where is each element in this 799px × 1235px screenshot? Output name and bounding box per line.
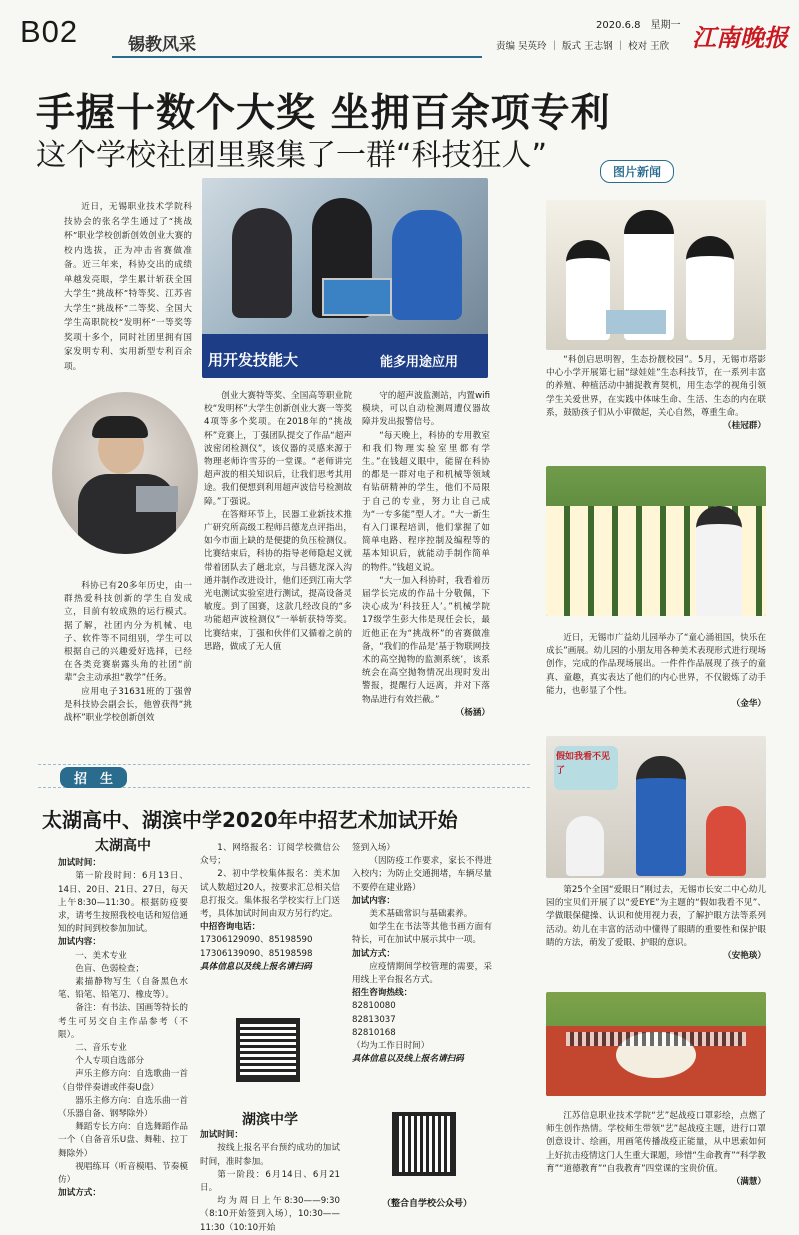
page-number: B02 <box>20 14 79 49</box>
taihu-qr-code[interactable] <box>236 1018 300 1082</box>
zhaosheng-credit: （整合自学校公众号） <box>382 1199 473 1209</box>
banner-text-right: 能多用途应用 <box>380 355 459 370</box>
article-col-3: 守的超声波监测站，内置wifi模块，可以自动检测周遭仪器故障并发出报警信号。 “每天晚上，科协的专用教室和我们物理实验室里都有学生。”在钱超义眼中，能留在科协的都是一群对电子和机械等领域有钻研精神的学生，他们不局限于自己的专业，努力让自己成为“一专多能”型人才。“大一新生有入门课程培训，他们掌握了如简单电路、程序控制及编程等的基本知识后，就能动手制作简单的物件。”钱超义说。 “大一加入科协时，我看着历届学长完成的作品十分敬佩，下决心成为‘科技狂人’。”机械学院17级学生彭大伟是现任会长，最近他正在为“挑战杯”的省赛做准备，“我们的作品是‘基于物联网技术的高空抛物的监测系统’，该系统会在高空抛物情况出现时发出警报，提醒行人远离，并对下落物品进行有效拦截。” （杨涵） <box>362 390 490 720</box>
news-1-text: “科创启思明智，生态扮靓校园”。5月，无锡市塔影中心小学开展第七届“绿娃娃”生态科技节，在一系列丰富的养殖、种植活动中捕捉教育契机，用生态学的视角引领学生关爱世界，在实践中体味生命、生活、生态的内在联系，鼓励孩子们从小审微起，关心自然，尊重生命。 （桂冠群） <box>546 355 766 432</box>
hubin-qr-code[interactable] <box>392 1112 456 1176</box>
zhaosheng-title: 太湖高中、湖滨中学2020年中招艺术加试开始 <box>42 808 458 832</box>
taihu-title: 太湖高中 <box>95 838 151 854</box>
news-photo-3 <box>546 736 766 878</box>
intro-text: 近日，无锡职业技术学院科技协会的张名学生通过了“挑战杯”职业学校创新创效创业大赛的校内选拔，正为冲击省赛做准备。近三年来，科协交出的成绩单越发亮眼，学生累计斩获全国大学生“挑战杯”特等奖、江苏省大学生“挑战杯”二等奖、全国大学生高职院校“发明杯”一等奖等奖项十多个，同时社团里拥有国家发明专利、实用新型专利百余项。 <box>64 202 192 372</box>
eye-day-sign: 假如我看不见了 <box>556 752 611 776</box>
news-photo-4 <box>546 992 766 1096</box>
hubin-col: 湖滨中学 加试时间： 按线上报名平台预约成功的加试时间，准时参加。 第一阶段：6月14日、6月21日。 均为周日上午8:30——9:30（8:10开始签到入场），10:30——11:30（10:10开始 <box>200 1112 340 1233</box>
header-rule <box>112 56 482 58</box>
article-col-1: 科协已有20多年历史，由一群热爱科技创新的学生自发成立，目前有较成熟的运行模式。据了解，社团内分为机械、电子、软件等不同组别，学生可以根据自己的兴趣爱好选择，已经在各类竞赛崭露头角的社团“前辈”会主动承担“教学”任务。 应用电子31631班的丁强曾是科技协会副会长，他曾获得“挑战杯”职业学校创新创效 <box>64 581 192 724</box>
ding-qiang-photo <box>52 392 198 554</box>
article-byline: （杨涵） <box>455 707 490 718</box>
taihu-col-2: 1、网络报名：订阅学校微信公众号； 2、初中学校集体报名：美术加试人数超过20人，按要求汇总相关信息打报交。集体报名学校实行上门送考，具体加试时间由双方另行约定。 中招咨询电话： 17306129090、85198590 17306139090、85198598 具体信息以及线上报名请扫码 <box>200 843 340 972</box>
newspaper-logo: 江南晚报 <box>692 23 788 52</box>
subheadline: 这个学校社团里聚集了一群“科技狂人” <box>36 138 548 173</box>
banner-text-left: 用开发技能大 <box>208 351 299 369</box>
news-photo-1 <box>546 200 766 350</box>
taihu-col: 太湖高中 加试时间： 第一阶段时间：6月13日、14日、20日、21日、27日，每天上午8:30—11:30。根据防疫要求，请考生按照我校电话和短信通知的时间到校参加加试。 加试内容： 一、美术专业 色盲、色弱检查； 素描静物写生（自备黑色水笔、铅笔、铅笔刀、橡皮等）。 备注：有书法、国画等特长的考生可另交自主作品参考（不限）。 二、音乐专业 个人专项自选部分 声乐主修方向：自选歌曲一首（自带伴奏谱或伴奏U盘） 器乐主修方向：自选乐曲一首（乐器自备、钢琴除外） 舞蹈专长方向：自选舞蹈作品一个（自备音乐U盘、舞鞋、拉丁舞除外） 视唱练耳（听音模唱、节奏模仿） 加试方式： <box>58 838 188 1199</box>
zhaosheng-bar <box>38 764 530 788</box>
header-editors: 责编 吴英玲 ｜ 版式 王志钢 ｜ 校对 王欣 <box>496 41 670 52</box>
news-4-text: 江苏信息职业技术学院“艺”起战疫口罩彩绘，点燃了师生创作热情。学校师生带领“艺”起战疫主题，进行口罩创意设计、绘画，用画笔传播战疫正能量，从中思索如何上好抗击疫情这门人生重大课题，珍惜“生命教育”“科学教育”“道德教育”“自我教育”四堂课的宝贵价值。 （满慧） <box>546 1111 766 1188</box>
article-col-2: 创业大赛特等奖、全国高等职业院校“发明杯”大学生创新创业大赛一等奖4项等多个奖项。在2018年的“挑战杯”竞赛上，丁强团队提交了作品“超声波密闭检测仪”，该仪器的灵感来源于物理老师许雪芬的一堂课。“老师讲完超声波的相关知识后，让我们思考其用途。我们便想到利用超声波信号检测故障。”丁强说。 在答辩环节上，民器工业新技术推广研究所高级工程师吕德龙点评指出，如今市面上缺的是便捷的负压检测仪。比赛结束后，科协的指导老师隐起义就带着团队去了趟北京，与吕德龙深入沟通并制作改进设计，他们还到江南大学光电测试实验室进行测试，提高设备灵敏度。到了国赛，这款几经改良的“多功能超声波检测仪”一举斩获特等奖。比赛结束，丁强和伙伴们又循着之前的思路，做成了无人值 <box>204 391 352 652</box>
photo-news-label: 图片新闻 <box>600 160 674 183</box>
news-2-text: 近日，无锡市广益幼儿园举办了“童心涌祖国，快乐在成长”画展。幼儿园的小朋友用各种美术表现形式进行现场创作，完成的作品现场展出。一件件作品展现了孩子的童真、童趣，真实表达了他们的内心世界，不仅锻炼了动手能力，也彰显了个性。 （金华） <box>546 633 766 710</box>
students-robot-photo <box>202 178 488 378</box>
hubin-title: 湖滨中学 <box>242 1112 298 1128</box>
zhaosheng-label: 招 生 <box>60 767 127 788</box>
section-title: 锡教风采 <box>128 35 196 55</box>
headline: 手握十数个大奖 坐拥百余项专利 <box>36 91 611 136</box>
hubin-col-2: 签到入场） （因防疫工作要求，家长不得进入校内；为防止交通拥堵，车辆尽量不要停在建业路） 加试内容： 美术基础常识与基础素养。 如学生在书法等其他书画方面有特长，可在加试中展示其中一项。 加试方式： 应疫情期间学校管理的需要，采用线上平台报名方式。 招生咨询热线： 82810080 82813037 82810168 （均为工作日时间） 具体信息以及线上报名请扫码 <box>352 843 492 1065</box>
page-header <box>0 0 799 58</box>
news-3-text: 第25个全国“爱眼日”刚过去，无锡市长安二中心幼儿园的宝贝们开展了以“爱EYE”为主题的“假如我看不见”、学做眼保健操、认识和使用视力表，了解护眼方法等系列活动。幼儿在丰富的活动中懂得了眼睛的重要性和保护眼睛的方法，萌发了爱眼、护眼的意识。 （安艳琰） <box>546 885 766 962</box>
header-date: 2020.6.8 星期一 <box>596 20 681 31</box>
news-photo-2 <box>546 466 766 616</box>
